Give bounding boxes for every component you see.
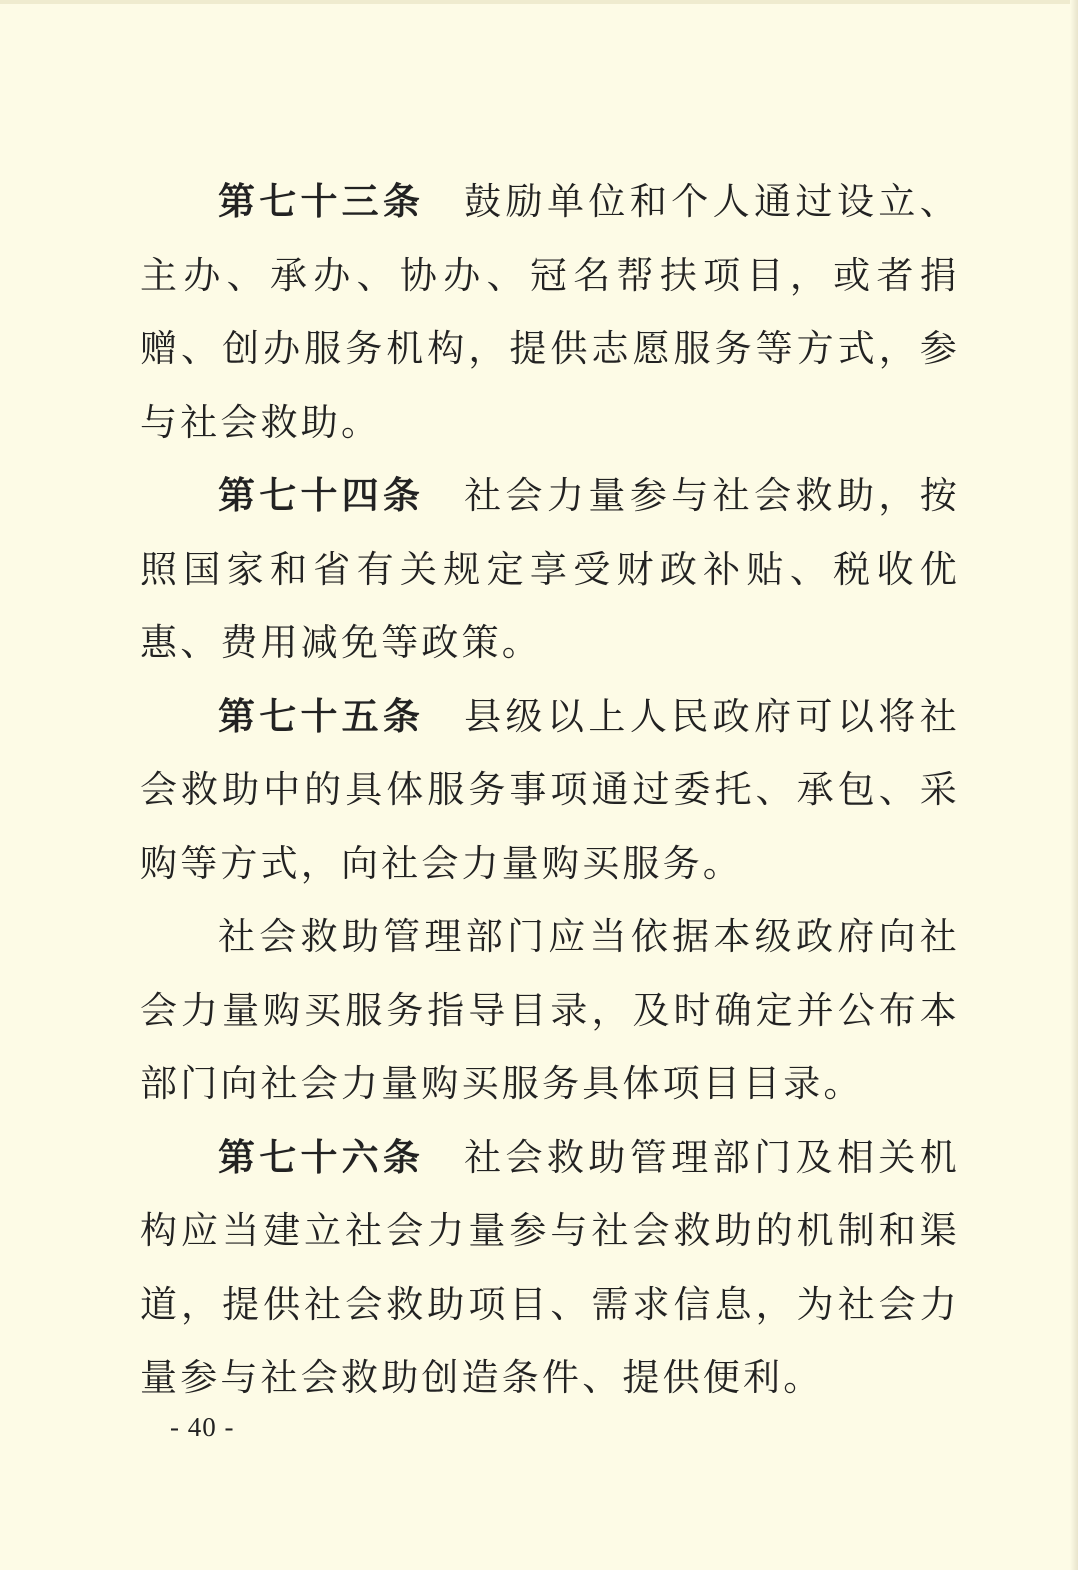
page-right-edge bbox=[1070, 0, 1078, 1570]
article-76-heading: 第七十六条 bbox=[218, 1135, 425, 1179]
article-74 bbox=[140, 459, 960, 680]
page-number: - 40 - bbox=[170, 1412, 235, 1442]
article-74-text: 社会力量参与社会救助，按照国家和省有关规定享受财政补贴、税收优惠、费用减免等政策。 bbox=[140, 474, 960, 664]
article-75-paragraph-2 bbox=[140, 900, 960, 1121]
article-76-text: 社会救助管理部门及相关机构应当建立社会力量参与社会救助的机制和渠道，提供社会救助项目、需求信息，为社会力量参与社会救助创造条件、提供便利。 bbox=[140, 1135, 960, 1399]
article-75-paragraph-2-text: 社会救助管理部门应当依据本级政府向社会力量购买服务指导目录，及时确定并公布本部门向社会力量购买服务具体项目目录。 bbox=[140, 915, 960, 1105]
article-73-heading: 第七十三条 bbox=[218, 180, 425, 223]
article-76 bbox=[140, 1121, 960, 1415]
page-top-edge bbox=[0, 0, 1078, 4]
article-73 bbox=[140, 165, 960, 459]
article-74-heading: 第七十四条 bbox=[218, 474, 425, 517]
article-75-text: 县级以上人民政府可以将社会救助中的具体服务事项通过委托、承包、采购等方式，向社会力量购买服务。 bbox=[140, 694, 960, 885]
article-75 bbox=[140, 680, 960, 901]
article-75-heading: 第七十五条 bbox=[218, 694, 425, 738]
article-body bbox=[140, 165, 960, 1415]
article-73-text: 鼓励单位和个人通过设立、主办、承办、协办、冠名帮扶项目，或者捐赠、创办服务机构，提供志愿服务等方式，参与社会救助。 bbox=[140, 180, 960, 444]
